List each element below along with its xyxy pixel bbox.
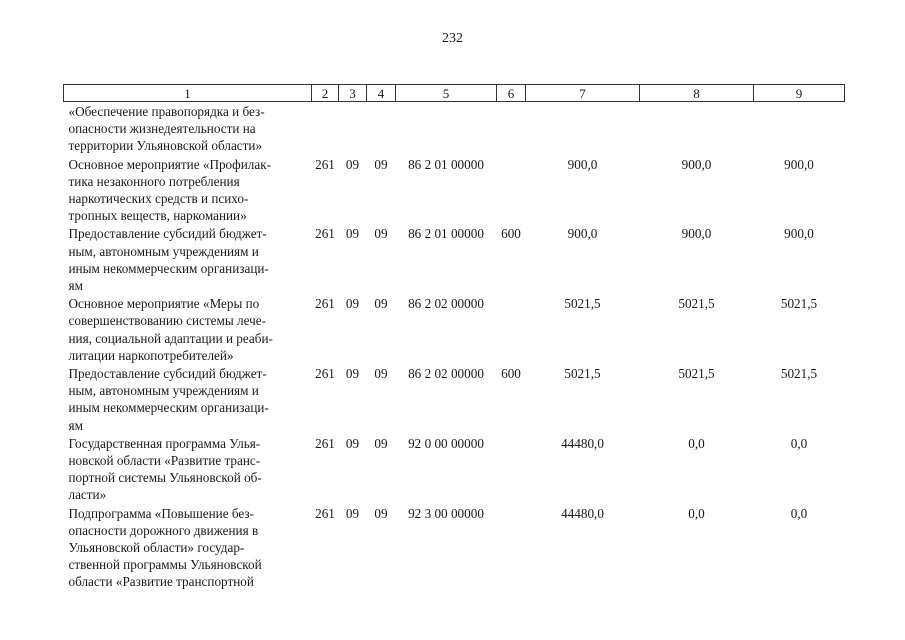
row-name-line: тика незаконного потребления bbox=[68, 173, 240, 189]
table-row bbox=[64, 435, 845, 505]
row-name-line: портной системы Ульяновской об- bbox=[68, 470, 262, 486]
row-name-line: опасности жизнедеятельности на bbox=[68, 121, 256, 137]
row-name-line: опасности дорожного движения в bbox=[68, 522, 259, 538]
col-9-cell: 5021,5 bbox=[780, 296, 818, 312]
row-name-line: тропных веществ, наркомании» bbox=[68, 208, 247, 224]
table-row bbox=[64, 156, 845, 226]
table-header-row bbox=[64, 85, 845, 102]
row-name-line: литации наркопотребителей» bbox=[68, 347, 234, 363]
col-7-cell: 44480,0 bbox=[561, 435, 604, 451]
column-header: 4 bbox=[367, 85, 396, 102]
col-8-cell: 5021,5 bbox=[678, 296, 715, 312]
table-row bbox=[64, 225, 845, 295]
col-9-cell: 900,0 bbox=[784, 226, 814, 242]
row-name-line: Предоставление субсидий бюджет- bbox=[68, 226, 267, 242]
col-9-cell: 0,0 bbox=[790, 435, 808, 451]
row-name-line: ния, социальной адаптации и реаби- bbox=[68, 330, 273, 346]
col-5-cell: 92 0 00 00000 bbox=[408, 435, 484, 451]
col-6-cell bbox=[497, 295, 526, 365]
col-6-cell bbox=[497, 156, 526, 226]
col-6-cell bbox=[497, 435, 526, 505]
col-5-cell: 86 2 02 00000 bbox=[408, 366, 484, 382]
row-name bbox=[64, 365, 312, 435]
col-4-cell bbox=[367, 102, 396, 156]
table-row bbox=[64, 102, 845, 156]
row-name bbox=[64, 435, 312, 505]
table-row bbox=[64, 365, 845, 435]
row-name-line: иным некоммерческим организаци- bbox=[68, 260, 269, 276]
row-name-line: Основное мероприятие «Профилак- bbox=[68, 156, 271, 172]
row-name bbox=[64, 102, 312, 156]
col-6-cell: 600 bbox=[501, 226, 521, 242]
row-name bbox=[64, 156, 312, 226]
col-2-cell: 261 bbox=[315, 226, 335, 242]
row-name bbox=[64, 505, 312, 592]
row-name-line: ным, автономным учреждениям и bbox=[68, 243, 259, 259]
row-name bbox=[64, 225, 312, 295]
row-name-line: Основное мероприятие «Меры по bbox=[68, 296, 260, 312]
col-4-cell: 09 bbox=[374, 156, 388, 172]
table-row bbox=[64, 505, 845, 592]
col-3-cell: 09 bbox=[345, 505, 360, 521]
col-7-cell: 900,0 bbox=[567, 156, 598, 172]
col-5-cell: 92 3 00 00000 bbox=[408, 505, 484, 521]
row-name-line: иным некоммерческим организаци- bbox=[68, 400, 269, 416]
col-3-cell: 09 bbox=[345, 226, 360, 242]
col-7-cell: 900,0 bbox=[567, 226, 598, 242]
col-9-cell: 900,0 bbox=[784, 156, 814, 172]
row-name-line: «Обеспечение правопорядка и без- bbox=[68, 104, 265, 119]
row-name-line: ным, автономным учреждениям и bbox=[68, 383, 259, 399]
row-name-line: области «Развитие транспортной bbox=[68, 574, 254, 590]
col-4-cell: 09 bbox=[374, 226, 388, 242]
col-2-cell: 261 bbox=[315, 505, 335, 521]
col-7-cell: 5021,5 bbox=[564, 366, 601, 382]
col-6-cell bbox=[497, 102, 526, 156]
row-name-line: ласти» bbox=[68, 487, 107, 503]
col-4-cell: 09 bbox=[374, 505, 388, 521]
column-header: 2 bbox=[312, 85, 339, 102]
col-3-cell bbox=[339, 102, 367, 156]
col-5-cell: 86 2 02 00000 bbox=[408, 296, 484, 312]
col-2-cell bbox=[312, 102, 339, 156]
col-2-cell: 261 bbox=[315, 296, 335, 312]
page-number: 232 bbox=[442, 31, 463, 46]
col-7-cell: 44480,0 bbox=[561, 505, 604, 521]
column-header: 1 bbox=[64, 85, 312, 102]
col-8-cell: 0,0 bbox=[688, 435, 705, 451]
column-header: 7 bbox=[526, 85, 640, 102]
row-name-line: Предоставление субсидий бюджет- bbox=[68, 366, 267, 382]
col-8-cell bbox=[640, 102, 754, 156]
col-5-cell: 86 2 01 00000 bbox=[408, 226, 484, 242]
column-header: 6 bbox=[497, 85, 526, 102]
col-4-cell: 09 bbox=[374, 366, 388, 382]
col-4-cell: 09 bbox=[374, 435, 388, 451]
row-name-line: ям bbox=[68, 278, 83, 294]
row-name-line: территории Ульяновской области» bbox=[68, 138, 263, 154]
col-2-cell: 261 bbox=[315, 435, 335, 451]
row-name-line: Государственная программа Улья- bbox=[68, 435, 261, 451]
col-2-cell: 261 bbox=[315, 366, 335, 382]
row-name-line: Ульяновской области» государ- bbox=[68, 540, 245, 556]
row-name-line: ственной программы Ульяновской bbox=[68, 557, 262, 573]
col-9-cell bbox=[754, 102, 845, 156]
row-name bbox=[64, 295, 312, 365]
col-7-cell: 5021,5 bbox=[564, 296, 601, 312]
row-name-line: новской области «Развитие транс- bbox=[68, 453, 261, 469]
col-9-cell: 5021,5 bbox=[780, 366, 818, 382]
row-name-line: ям bbox=[68, 417, 83, 433]
col-8-cell: 900,0 bbox=[681, 156, 712, 172]
col-3-cell: 09 bbox=[345, 156, 360, 172]
column-header: 5 bbox=[396, 85, 497, 102]
col-5-cell bbox=[396, 102, 497, 156]
col-2-cell: 261 bbox=[315, 156, 335, 172]
col-3-cell: 09 bbox=[345, 435, 360, 451]
col-8-cell: 5021,5 bbox=[678, 366, 715, 382]
row-name-line: совершенствованию системы лече- bbox=[68, 313, 266, 329]
column-header: 3 bbox=[339, 85, 367, 102]
col-9-cell: 0,0 bbox=[790, 505, 808, 521]
table-row bbox=[64, 295, 845, 365]
column-header: 8 bbox=[640, 85, 754, 102]
col-5-cell: 86 2 01 00000 bbox=[408, 156, 484, 172]
col-8-cell: 900,0 bbox=[681, 226, 712, 242]
col-6-cell bbox=[497, 505, 526, 592]
col-4-cell: 09 bbox=[374, 296, 388, 312]
column-header: 9 bbox=[754, 85, 845, 102]
col-7-cell bbox=[526, 102, 640, 156]
budget-table bbox=[63, 84, 845, 592]
col-3-cell: 09 bbox=[345, 296, 360, 312]
col-3-cell: 09 bbox=[345, 366, 360, 382]
col-8-cell: 0,0 bbox=[688, 505, 705, 521]
row-name-line: Подпрограмма «Повышение без- bbox=[68, 505, 255, 521]
col-6-cell: 600 bbox=[501, 366, 521, 382]
row-name-line: наркотических средств и психо- bbox=[68, 191, 249, 207]
